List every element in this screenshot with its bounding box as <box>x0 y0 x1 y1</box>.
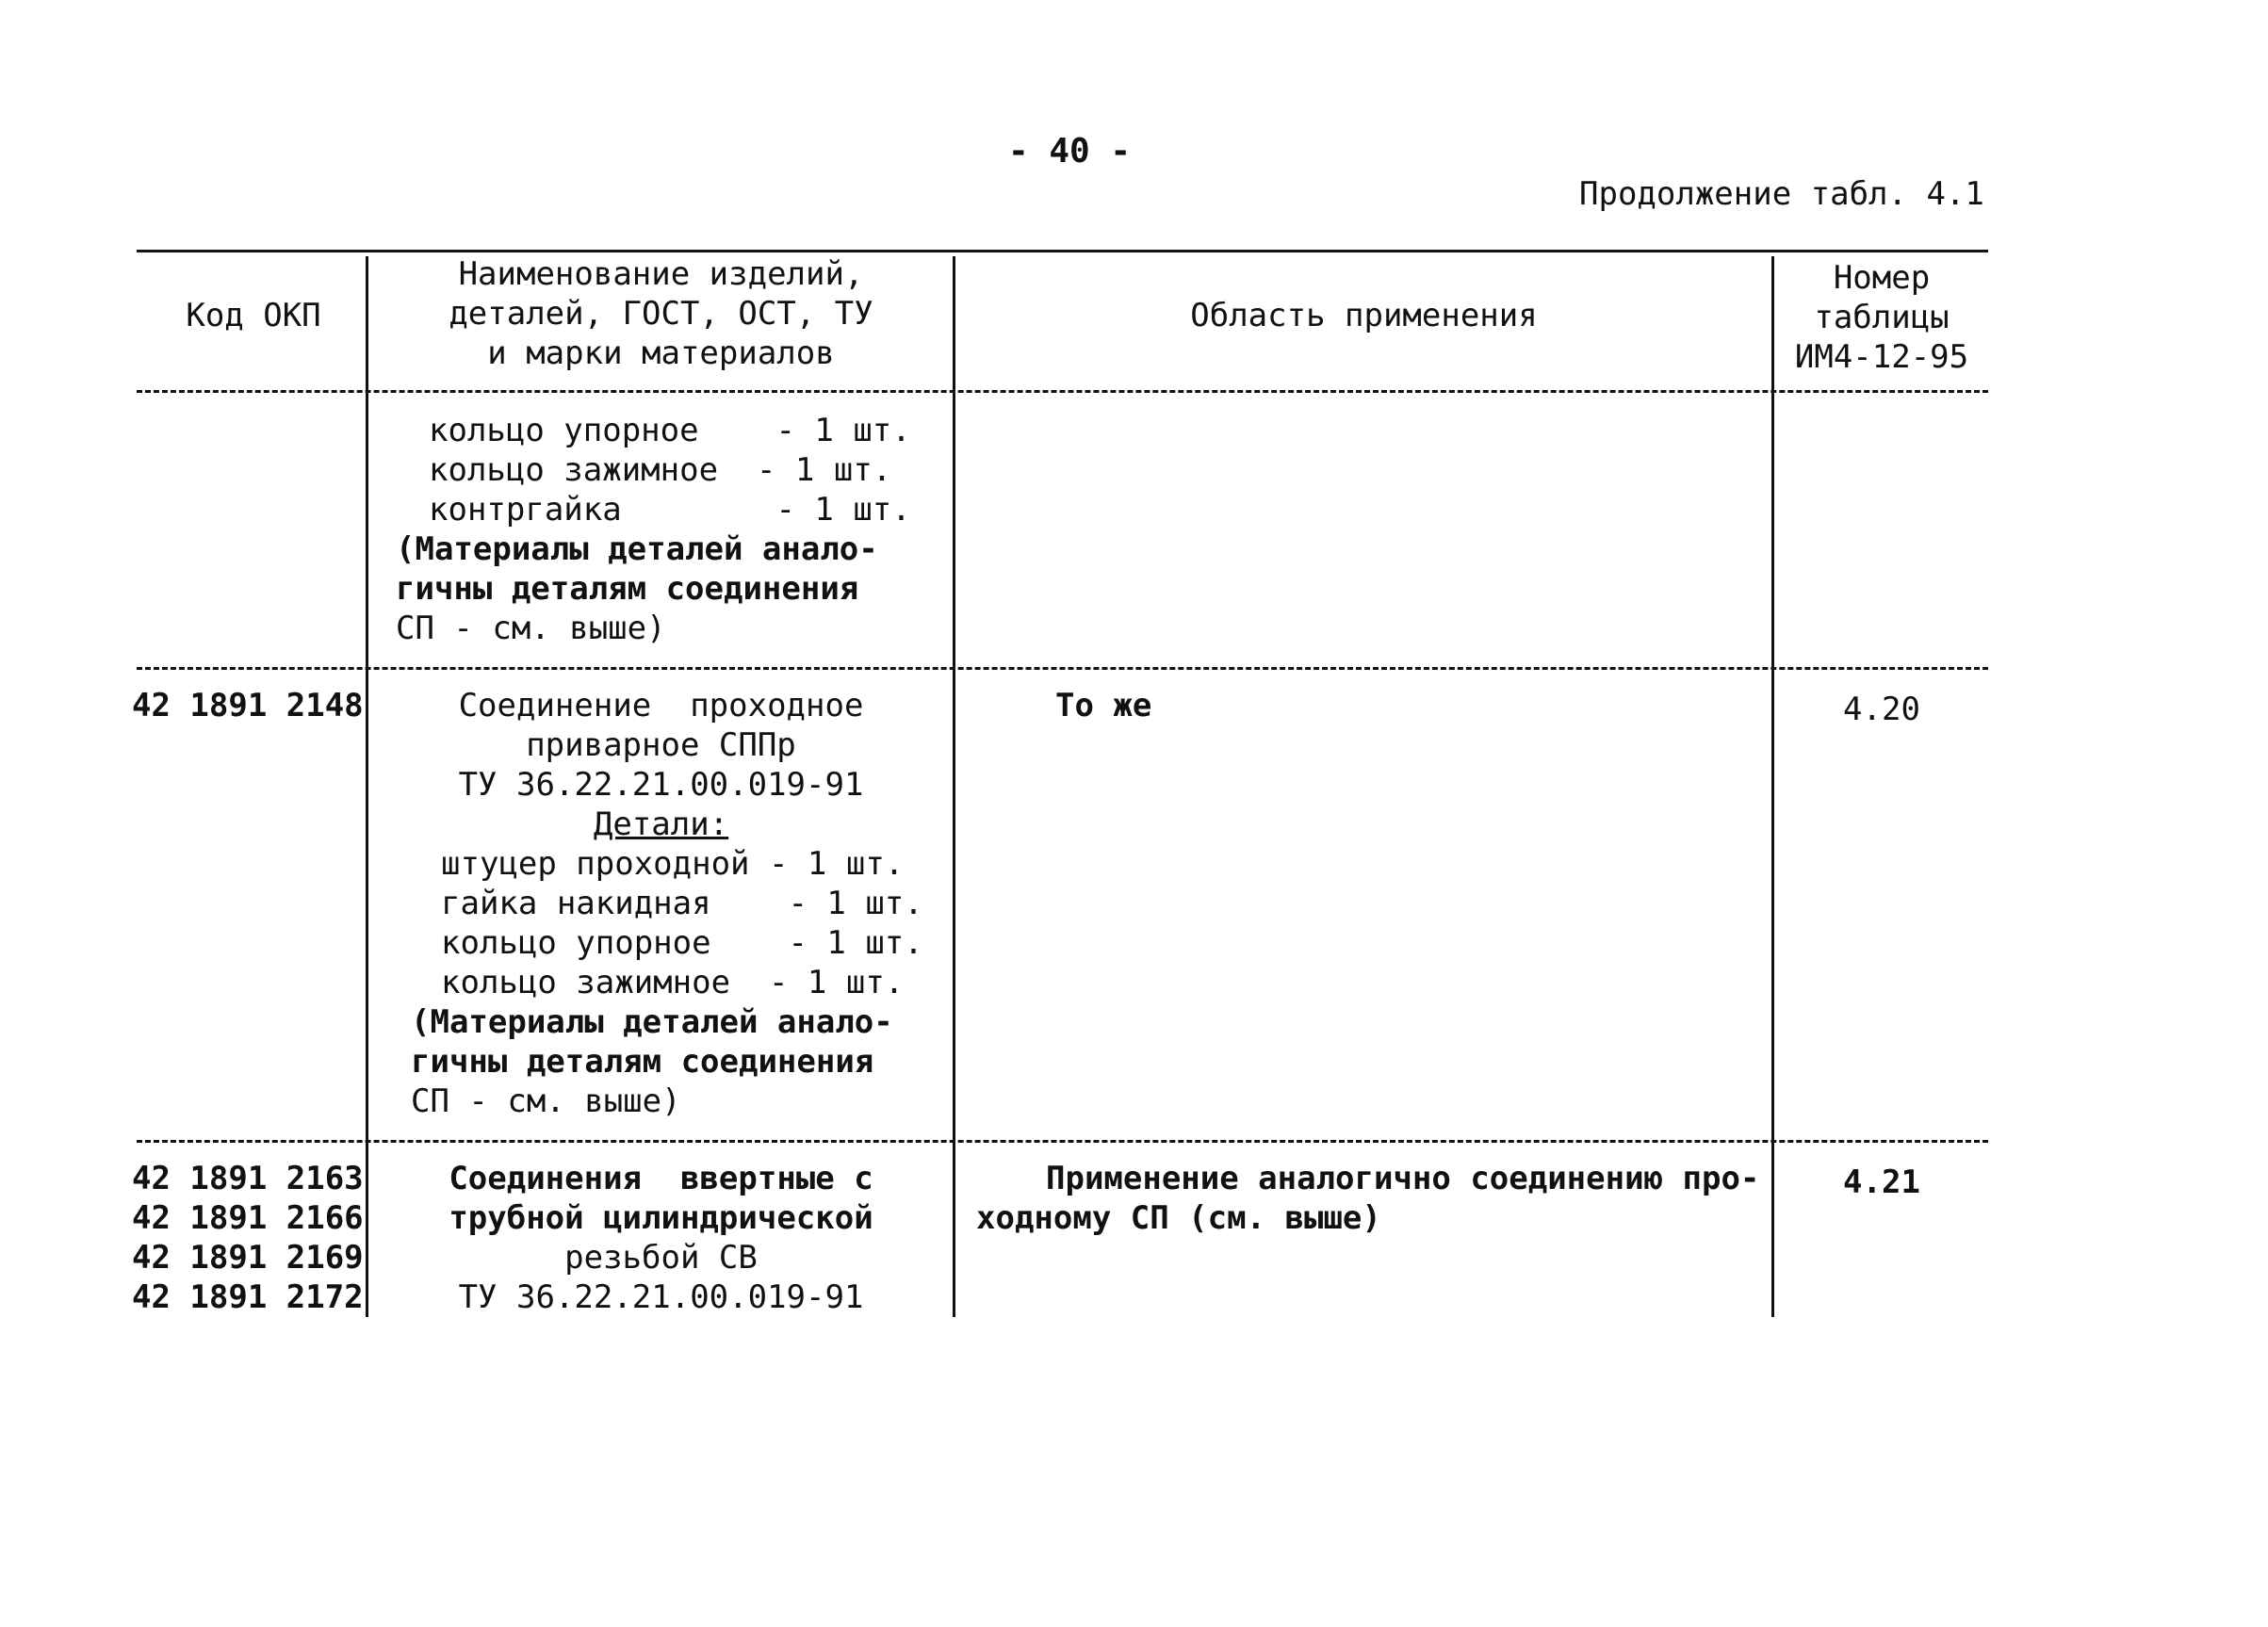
header-name-line-2: деталей, ГОСТ, ОСТ, ТУ <box>449 295 873 333</box>
okp-code: 42 1891 2172 <box>132 1278 364 1316</box>
col-separator-1 <box>366 256 368 1317</box>
okp-code: 42 1891 2166 <box>132 1199 364 1237</box>
name-line: кольцо упорное - 1 шт. <box>429 412 911 449</box>
col-separator-3 <box>1771 256 1774 1317</box>
name-line: контргайка - 1 шт. <box>429 491 911 529</box>
okp-code: 42 1891 2163 <box>132 1160 364 1197</box>
name-line: трубной цилиндрической <box>449 1199 873 1237</box>
name-line: гайка накидная - 1 шт. <box>441 885 923 922</box>
area-line: Применение аналогично соединению про- <box>1046 1160 1760 1197</box>
continuation-label: Продолжение табл. 4.1 <box>1579 175 1984 213</box>
row-separator <box>137 667 1988 670</box>
table-number: 4.20 <box>1843 691 1920 728</box>
table-top-rule <box>137 250 1988 252</box>
name-line: штуцер проходной - 1 шт. <box>441 845 905 883</box>
okp-code: 42 1891 2148 <box>132 687 364 724</box>
header-area: Область применения <box>1190 297 1538 334</box>
header-table-line-1: Номер <box>1833 259 1931 297</box>
table-number: 4.21 <box>1843 1163 1920 1201</box>
row-separator <box>137 1140 1988 1143</box>
name-line: резьбой СВ <box>564 1239 758 1277</box>
col-separator-2 <box>953 256 955 1317</box>
page-number: - 40 - <box>1008 132 1132 171</box>
header-code: Код ОКП <box>186 297 321 334</box>
header-separator <box>137 390 1988 393</box>
area-line: То же <box>1055 687 1152 724</box>
name-line: Детали: <box>593 805 729 843</box>
header-name-line-1: Наименование изделий, <box>458 255 864 293</box>
header-table-line-2: таблицы <box>1814 299 1950 336</box>
okp-code: 42 1891 2169 <box>132 1239 364 1277</box>
name-line: (Материалы деталей анало- <box>411 1003 893 1041</box>
name-line: Соединение проходное <box>458 687 864 724</box>
name-line: кольцо зажимное - 1 шт. <box>429 451 892 489</box>
name-line: гичны деталям соединения <box>396 570 859 608</box>
name-line: ТУ 36.22.21.00.019-91 <box>458 766 864 804</box>
name-line: ТУ 36.22.21.00.019-91 <box>458 1278 864 1316</box>
name-line: СП - см. выше) <box>396 610 666 647</box>
header-name-line-3: и марки материалов <box>487 334 835 372</box>
header-table-line-3: ИМ4-12-95 <box>1794 338 1969 376</box>
name-line: гичны деталям соединения <box>411 1043 874 1081</box>
name-line: (Материалы деталей анало- <box>396 530 878 568</box>
name-line: СП - см. выше) <box>411 1082 681 1120</box>
name-line: приварное СППр <box>526 726 796 764</box>
area-line: ходному СП (см. выше) <box>976 1199 1381 1237</box>
name-line: кольцо упорное - 1 шт. <box>441 924 923 962</box>
name-line: Соединения ввертные с <box>449 1160 873 1197</box>
name-line: кольцо зажимное - 1 шт. <box>441 964 905 1001</box>
